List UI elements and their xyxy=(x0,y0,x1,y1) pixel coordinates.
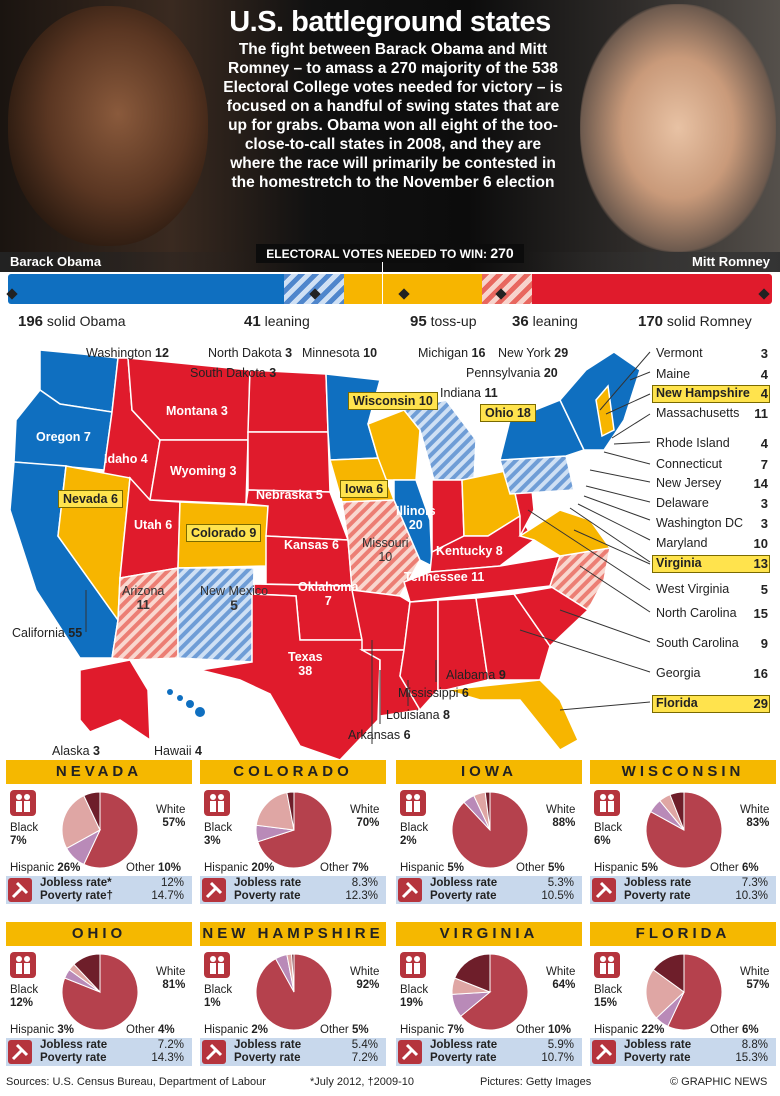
white-value: 57% xyxy=(746,979,770,991)
hispanic-name: Hispanic xyxy=(594,1024,642,1036)
panel-title: VIRGINIA xyxy=(396,922,582,946)
pie-chart xyxy=(450,790,530,870)
panel-title: OHIO xyxy=(6,922,192,946)
east-name-rhode-island: Rhode Island xyxy=(656,436,730,450)
pie-chart xyxy=(254,790,334,870)
panel-title: NEVADA xyxy=(6,760,192,784)
label-alaska: Alaska 3 xyxy=(52,744,100,758)
jobless-label: Jobless rate* xyxy=(40,877,112,889)
east-name-washington-dc: Washington DC xyxy=(656,516,744,530)
state-arizona xyxy=(112,568,178,660)
bar-leaning-romney xyxy=(482,274,532,304)
east-name-maine: Maine xyxy=(656,367,691,381)
east-name-vermont: Vermont xyxy=(656,346,703,360)
jobless-value: 5.9% xyxy=(547,1039,574,1051)
pie-chart xyxy=(60,952,140,1032)
east-votes-vermont: 3 xyxy=(760,346,768,361)
hispanic-name: Hispanic xyxy=(10,862,58,874)
state-panel xyxy=(200,922,386,1088)
label-black xyxy=(400,822,428,848)
jobless-label: Jobless rate xyxy=(430,1039,498,1051)
other-name: Other xyxy=(126,862,158,874)
label-other xyxy=(516,862,565,875)
label-black xyxy=(204,822,232,848)
east-votes-west-virginia: 5 xyxy=(760,582,768,597)
label-southdakota: South Dakota 3 xyxy=(190,366,277,380)
panel-title: WISCONSIN xyxy=(590,760,776,784)
east-votes-north-carolina: 15 xyxy=(753,606,768,621)
label-nevada: Nevada 6 xyxy=(58,490,123,508)
label-hispanic xyxy=(594,1024,664,1037)
label-white xyxy=(546,966,575,992)
label-other xyxy=(320,1024,369,1037)
other-value: 7% xyxy=(351,862,369,874)
label-northdakota: North Dakota 3 xyxy=(208,346,293,360)
other-value: 5% xyxy=(351,1024,369,1036)
label-alabama: Alabama 9 xyxy=(446,668,506,682)
east-votes-georgia: 16 xyxy=(753,666,768,681)
label-michigan: Michigan 16 xyxy=(418,346,486,360)
label-other xyxy=(126,862,181,875)
east-name-maryland: Maryland xyxy=(656,536,708,550)
label-louisiana: Louisiana 8 xyxy=(386,708,450,722)
hispanic-value: 22% xyxy=(641,1024,665,1036)
stats-box xyxy=(396,1038,582,1066)
label-kansas: Kansas 6 xyxy=(284,538,339,552)
black-value: 12% xyxy=(10,997,34,1009)
label-hawaii: Hawaii 4 xyxy=(154,744,202,758)
black-name: Black xyxy=(10,822,39,834)
east-name-georgia: Georgia xyxy=(656,666,701,680)
hispanic-name: Hispanic xyxy=(204,1024,252,1036)
tools-icon xyxy=(398,878,422,902)
hispanic-value: 3% xyxy=(57,1024,74,1036)
state-alaska xyxy=(80,660,150,740)
black-name: Black xyxy=(400,822,429,834)
black-value: 1% xyxy=(204,997,221,1009)
black-value: 19% xyxy=(400,997,424,1009)
other-name: Other xyxy=(320,1024,352,1036)
jobless-label: Jobless rate xyxy=(234,1039,302,1051)
label-idaho: Idaho 4 xyxy=(104,452,148,466)
label-kentucky: Kentucky 8 xyxy=(436,544,503,558)
label-black xyxy=(594,822,622,848)
black-name: Black xyxy=(594,822,623,834)
pie-chart xyxy=(254,952,334,1032)
pictures-credit: Pictures: Getty Images xyxy=(480,1076,592,1088)
label-hispanic xyxy=(10,1024,74,1037)
other-name: Other xyxy=(320,862,352,874)
east-votes-washington-dc: 3 xyxy=(760,516,768,531)
label-hispanic xyxy=(204,862,274,875)
east-name-new-hampshire: New Hampshire xyxy=(656,386,750,400)
hispanic-name: Hispanic xyxy=(594,862,642,874)
tools-icon xyxy=(8,878,32,902)
label-white xyxy=(350,804,379,830)
page-title: U.S. battleground states xyxy=(229,6,551,38)
people-icon xyxy=(594,952,620,978)
label-black xyxy=(10,822,38,848)
poverty-label: Poverty rate xyxy=(234,890,301,902)
other-name: Other xyxy=(516,862,548,874)
label-wisconsin: Wisconsin 10 xyxy=(348,392,438,410)
jobless-value: 5.3% xyxy=(547,877,574,889)
label-black xyxy=(204,984,232,1010)
jobless-value: 7.2% xyxy=(157,1039,184,1051)
jobless-value: 7.3% xyxy=(741,877,768,889)
poverty-value: 10.7% xyxy=(541,1052,574,1064)
state-pennsylvania xyxy=(500,456,574,494)
east-votes-virginia: 13 xyxy=(753,556,768,571)
poverty-value: 14.3% xyxy=(151,1052,184,1064)
white-value: 88% xyxy=(552,817,576,829)
label-black xyxy=(400,984,428,1010)
label-minnesota: Minnesota 10 xyxy=(302,346,378,360)
east-votes-rhode-island: 4 xyxy=(760,436,768,451)
stats-box xyxy=(6,1038,192,1066)
jobless-value: 12% xyxy=(160,877,184,889)
white-name: White xyxy=(740,966,770,978)
poverty-value: 7.2% xyxy=(351,1052,378,1064)
label-other xyxy=(320,862,369,875)
other-name: Other xyxy=(126,1024,158,1036)
east-votes-massachusetts: 11 xyxy=(754,406,768,421)
other-value: 10% xyxy=(157,862,181,874)
label-hispanic xyxy=(400,862,464,875)
label-solid-obama: 196 solid Obama xyxy=(18,313,126,330)
poverty-value: 12.3% xyxy=(345,890,378,902)
poverty-value: 14.7% xyxy=(151,890,184,902)
people-icon xyxy=(400,790,426,816)
label-white xyxy=(740,804,769,830)
east-votes-florida: 29 xyxy=(753,696,768,711)
needed-label: ELECTORAL VOTES NEEDED TO WIN: xyxy=(266,247,487,261)
white-value: 83% xyxy=(746,817,770,829)
state-newmexico xyxy=(178,568,254,662)
label-other xyxy=(126,1024,175,1037)
label-newmexico: New Mexico 5 xyxy=(200,584,269,613)
east-name-west-virginia: West Virginia xyxy=(656,582,730,596)
other-value: 5% xyxy=(547,862,565,874)
hispanic-name: Hispanic xyxy=(204,862,252,874)
hispanic-value: 20% xyxy=(251,862,275,874)
people-icon xyxy=(204,790,230,816)
people-icon xyxy=(10,790,36,816)
black-value: 3% xyxy=(204,835,221,847)
label-white xyxy=(156,804,185,830)
black-name: Black xyxy=(400,984,429,996)
state-panel xyxy=(590,760,776,926)
stats-box xyxy=(590,1038,776,1066)
black-name: Black xyxy=(594,984,623,996)
jobless-label: Jobless rate xyxy=(40,1039,108,1051)
label-utah: Utah 6 xyxy=(134,518,173,532)
label-montana: Montana 3 xyxy=(166,404,228,418)
poverty-label: Poverty rate xyxy=(624,890,691,902)
east-name-new-jersey: New Jersey xyxy=(656,476,722,490)
romney-name: Mitt Romney xyxy=(524,252,780,272)
label-nebraska: Nebraska 5 xyxy=(256,488,323,502)
state-hawaii xyxy=(167,689,205,717)
label-white xyxy=(740,966,769,992)
tools-icon xyxy=(202,1040,226,1064)
east-name-florida: Florida xyxy=(656,696,698,710)
midline xyxy=(382,262,383,304)
jobless-value: 8.8% xyxy=(741,1039,768,1051)
label-iowa: Iowa 6 xyxy=(340,480,388,498)
state-panel xyxy=(6,922,192,1088)
label-hispanic xyxy=(204,1024,268,1037)
label-mississippi: Mississippi 6 xyxy=(398,686,469,700)
electoral-bar xyxy=(8,274,772,304)
label-oklahoma: Oklahoma 7 xyxy=(298,580,359,608)
white-value: 92% xyxy=(356,979,380,991)
label-oregon: Oregon 7 xyxy=(36,430,91,444)
label-black xyxy=(10,984,38,1010)
white-name: White xyxy=(350,966,380,978)
people-icon xyxy=(400,952,426,978)
hispanic-value: 5% xyxy=(641,862,658,874)
jobless-label: Jobless rate xyxy=(430,877,498,889)
white-name: White xyxy=(350,804,380,816)
poverty-label: Poverty rate xyxy=(234,1052,301,1064)
label-wyoming: Wyoming 3 xyxy=(170,464,237,478)
state-panel xyxy=(6,760,192,926)
east-name-virginia: Virginia xyxy=(656,556,702,570)
other-value: 4% xyxy=(157,1024,175,1036)
white-value: 70% xyxy=(356,817,380,829)
white-value: 64% xyxy=(552,979,576,991)
label-colorado: Colorado 9 xyxy=(186,524,261,542)
header-banner xyxy=(0,0,780,272)
label-white xyxy=(546,804,575,830)
sources: Sources: U.S. Census Bureau, Department of Labour xyxy=(6,1076,266,1088)
people-icon xyxy=(10,952,36,978)
state-panel xyxy=(396,922,582,1088)
panel-title: IOWA xyxy=(396,760,582,784)
pie-chart xyxy=(644,790,724,870)
black-value: 6% xyxy=(594,835,611,847)
hispanic-name: Hispanic xyxy=(10,1024,58,1036)
state-minnesota xyxy=(326,374,380,460)
pie-chart xyxy=(60,790,140,870)
stats-box xyxy=(200,1038,386,1066)
white-name: White xyxy=(156,804,186,816)
jobless-label: Jobless rate xyxy=(624,877,692,889)
label-other xyxy=(710,1024,759,1037)
poverty-label: Poverty rate xyxy=(430,1052,497,1064)
poverty-value: 15.3% xyxy=(735,1052,768,1064)
stats-box xyxy=(590,876,776,904)
white-name: White xyxy=(546,804,576,816)
label-black xyxy=(594,984,622,1010)
pie-chart xyxy=(450,952,530,1032)
jobless-value: 8.3% xyxy=(351,877,378,889)
poverty-value: 10.3% xyxy=(735,890,768,902)
hispanic-name: Hispanic xyxy=(400,1024,448,1036)
label-california: California 55 xyxy=(12,626,83,640)
footnote: *July 2012, †2009-10 xyxy=(310,1076,414,1088)
other-name: Other xyxy=(516,1024,548,1036)
black-name: Black xyxy=(204,822,233,834)
state-virginia xyxy=(520,510,610,556)
intro-text: The fight between Barack Obama and Mitt Romney – to amass a 270 majority of the 538 Electoral College votes needed for victory – is focused on a handful of swing states that are up for grabs. Obama won all eight of the too-close-to-call states in 2008, and they are where the race will primarily be contested in the homestretch to the November 6 election xyxy=(223,41,563,191)
pie-chart xyxy=(644,952,724,1032)
label-leaning-romney: 36 leaning xyxy=(512,313,578,330)
tools-icon xyxy=(592,1040,616,1064)
other-value: 10% xyxy=(547,1024,571,1036)
east-votes-maryland: 10 xyxy=(753,536,768,551)
white-value: 81% xyxy=(162,979,186,991)
panel-title: NEW HAMPSHIRE xyxy=(200,922,386,946)
label-tossup: 95 toss-up xyxy=(410,313,477,330)
hispanic-name: Hispanic xyxy=(400,862,448,874)
poverty-label: Poverty rate xyxy=(40,1052,107,1064)
label-hispanic xyxy=(594,862,658,875)
stats-box xyxy=(396,876,582,904)
label-missouri: Missouri 10 xyxy=(362,536,409,564)
label-illinois: Illinois 20 xyxy=(396,504,436,532)
jobless-label: Jobless rate xyxy=(624,1039,692,1051)
poverty-value: 10.5% xyxy=(541,890,574,902)
stats-box xyxy=(200,876,386,904)
east-votes-maine: 4 xyxy=(760,367,768,382)
tools-icon xyxy=(398,1040,422,1064)
east-votes-connecticut: 7 xyxy=(760,457,768,472)
white-name: White xyxy=(740,804,770,816)
tools-icon xyxy=(202,878,226,902)
state-panel xyxy=(200,760,386,926)
jobless-value: 5.4% xyxy=(351,1039,378,1051)
poverty-label: Poverty rate† xyxy=(40,890,113,902)
black-name: Black xyxy=(10,984,39,996)
black-value: 2% xyxy=(400,835,417,847)
label-hispanic xyxy=(10,862,80,875)
state-panel xyxy=(590,922,776,1088)
stats-box xyxy=(6,876,192,904)
tools-icon xyxy=(8,1040,32,1064)
label-white xyxy=(156,966,185,992)
needed-value: 270 xyxy=(490,245,514,261)
east-name-delaware: Delaware xyxy=(656,496,709,510)
graphic-credit: © GRAPHIC NEWS xyxy=(670,1076,768,1088)
hispanic-value: 26% xyxy=(57,862,81,874)
east-name-south-carolina: South Carolina xyxy=(656,636,739,650)
east-votes-delaware: 3 xyxy=(760,496,768,511)
bar-solid-obama xyxy=(8,274,284,304)
state-panel xyxy=(396,760,582,926)
people-icon xyxy=(594,790,620,816)
hispanic-value: 7% xyxy=(447,1024,464,1036)
needed-to-win xyxy=(256,244,524,263)
label-washington: Washington 12 xyxy=(86,346,169,360)
label-leaning-obama: 41 leaning xyxy=(244,313,310,330)
white-value: 57% xyxy=(162,817,186,829)
black-name: Black xyxy=(204,984,233,996)
label-other xyxy=(710,862,759,875)
other-name: Other xyxy=(710,1024,742,1036)
label-newyork: New York 29 xyxy=(498,346,569,360)
poverty-label: Poverty rate xyxy=(624,1052,691,1064)
east-name-connecticut: Connecticut xyxy=(656,457,723,471)
hispanic-value: 5% xyxy=(447,862,464,874)
label-white xyxy=(350,966,379,992)
label-ohio: Ohio 18 xyxy=(480,404,536,422)
label-texas: Texas 38 xyxy=(288,650,323,678)
east-votes-new-hampshire: 4 xyxy=(760,386,768,401)
other-name: Other xyxy=(710,862,742,874)
hispanic-value: 2% xyxy=(251,1024,268,1036)
romney-photo xyxy=(580,4,776,252)
black-value: 15% xyxy=(594,997,618,1009)
other-value: 6% xyxy=(741,862,759,874)
obama-name: Barack Obama xyxy=(0,252,256,272)
other-value: 6% xyxy=(741,1024,759,1036)
label-arkansas: Arkansas 6 xyxy=(348,728,411,742)
poverty-label: Poverty rate xyxy=(430,890,497,902)
jobless-label: Jobless rate xyxy=(234,877,302,889)
white-name: White xyxy=(546,966,576,978)
tools-icon xyxy=(592,878,616,902)
label-indiana: Indiana 11 xyxy=(440,386,498,400)
label-pennsylvania: Pennsylvania 20 xyxy=(466,366,558,380)
panel-title: FLORIDA xyxy=(590,922,776,946)
state-southdakota xyxy=(248,432,330,492)
label-other xyxy=(516,1024,571,1037)
black-value: 7% xyxy=(10,835,27,847)
east-votes-new-jersey: 14 xyxy=(753,476,768,491)
people-icon xyxy=(204,952,230,978)
east-name-north-carolina: North Carolina xyxy=(656,606,737,620)
bar-tossup xyxy=(344,274,482,304)
bar-solid-romney xyxy=(532,274,772,304)
label-arizona: Arizona 11 xyxy=(122,584,165,612)
label-solid-romney: 170 solid Romney xyxy=(638,313,752,330)
east-name-massachusetts: Massachusetts xyxy=(656,406,740,420)
label-tennessee: Tennessee 11 xyxy=(404,570,485,584)
east-votes-south-carolina: 9 xyxy=(760,636,768,651)
white-name: White xyxy=(156,966,186,978)
obama-photo xyxy=(8,6,208,246)
panel-title: COLORADO xyxy=(200,760,386,784)
label-hispanic xyxy=(400,1024,464,1037)
